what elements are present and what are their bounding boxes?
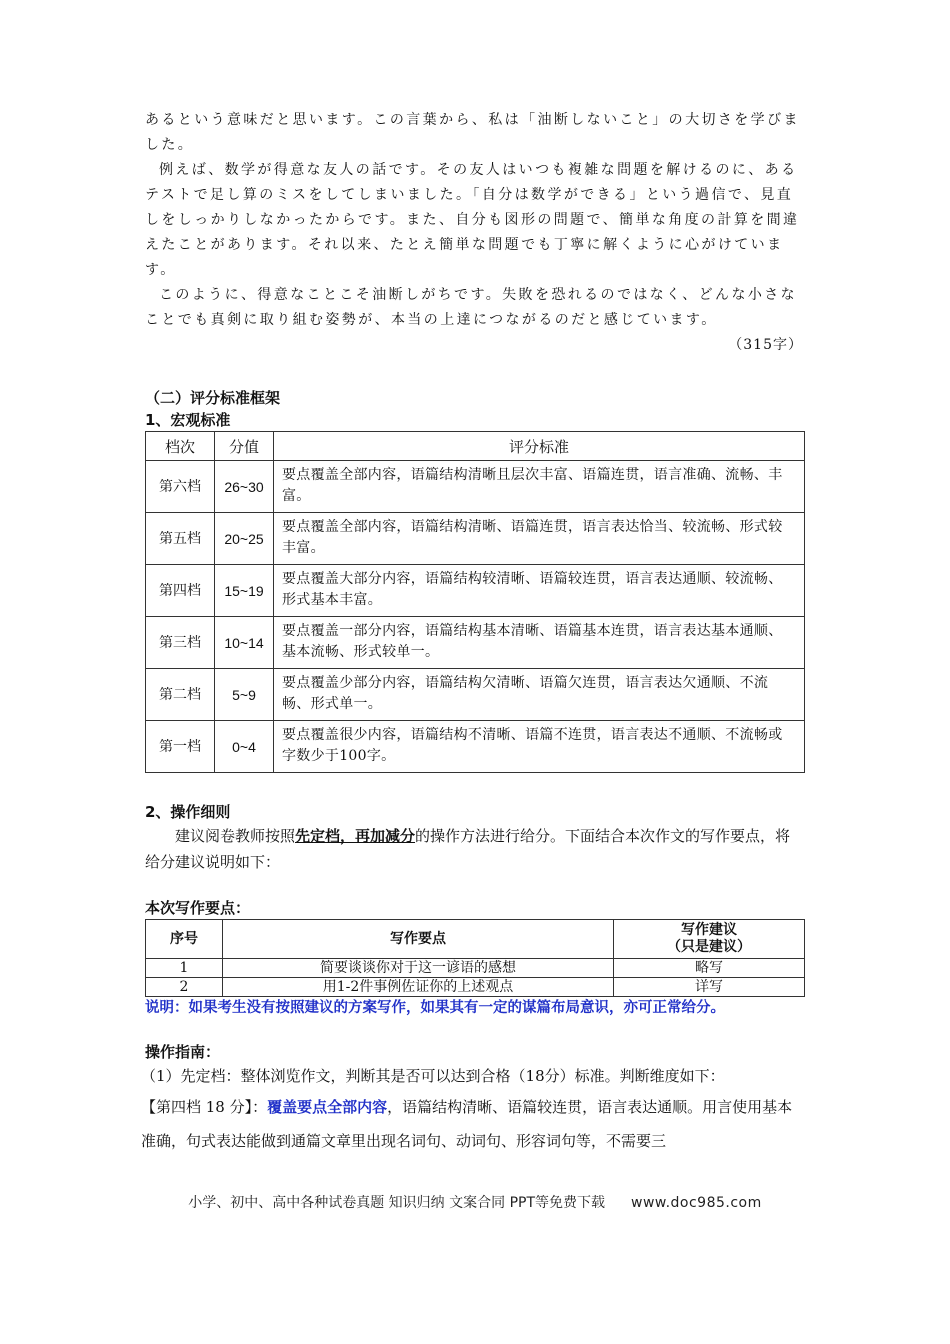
guide-grade-paragraph: [141, 1090, 805, 1158]
level-cell: 第四档: [146, 565, 215, 617]
point-no: 2: [146, 978, 223, 997]
level-cell: 第三档: [146, 617, 215, 669]
score-cell: 5~9: [215, 669, 274, 721]
writing-points-header: [146, 920, 805, 959]
level-cell: 第五档: [146, 513, 215, 565]
table-row: [146, 721, 805, 773]
operation-text-before: 建议阅卷教师按照: [175, 827, 296, 845]
point-text: 简要谈谈你对于这一谚语的感想: [223, 959, 614, 978]
point-advice: 详写: [614, 978, 805, 997]
operation-text-after: 的操作方法进行给分。下面结合本次作文的写作要点，将给分建议说明如下：: [145, 827, 791, 871]
grading-table-header: [146, 432, 805, 461]
section-title: （二）评分标准框架: [145, 389, 281, 407]
essay-paragraph-1: あるという意味だと思います。この言葉から、私は「油断しないこと」の大切さを学びました。: [145, 112, 800, 153]
grade-label: 【第四档 18 分】: [141, 1098, 253, 1116]
score-cell: 0~4: [215, 721, 274, 773]
criteria-cell: 要点覆盖大部分内容，语篇结构较清晰、语篇较连贯，语言表达通顺、较流畅、形式基本丰富。: [274, 565, 805, 617]
writing-points-table: [145, 919, 805, 997]
table-row: [146, 617, 805, 669]
score-cell: 26~30: [215, 461, 274, 513]
table-row: [146, 565, 805, 617]
header-score: 分值: [215, 432, 274, 461]
char-count: （315字）: [728, 337, 803, 353]
criteria-cell: 要点覆盖少部分内容，语篇结构欠清晰、语篇欠连贯，语言表达欠通顺、不流畅、形式单一。: [274, 669, 805, 721]
guide-step-1: （1）先定档：整体浏览作文，判断其是否可以达到合格（18分）标准。判断维度如下：: [141, 1067, 725, 1085]
writing-points-title: 本次写作要点：: [145, 899, 251, 917]
essay-paragraph-3: このように、得意なことこそ油断しがちです。失敗を恐れるのではなく、どんな小さなことでも真剣に取り組む姿勢が、本当の上達につながるのだと感じています。: [145, 287, 798, 328]
point-text: 用1-2件事例佐证你的上述观点: [223, 978, 614, 997]
header-advice-main: 写作建议: [681, 922, 737, 938]
table-row: [146, 513, 805, 565]
grade-rest: ，语篇结构清晰、语篇较连贯，语言表达通顺。用言使用基本准确，句式表达能做到通篇文章里出现名词句、动词句、形容词句等，不需要三: [141, 1098, 793, 1150]
level-cell: 第二档: [146, 669, 215, 721]
grade-highlight: 覆盖要点全部内容: [267, 1098, 388, 1116]
table-row: [146, 669, 805, 721]
criteria-cell: 要点覆盖很少内容，语篇结构不清晰、语篇不连贯，语言表达不通顺、不流畅或字数少于100字。: [274, 721, 805, 773]
table-row: [146, 978, 805, 997]
scoring-note: 说明：如果考生没有按照建议的方案写作，如果其有一定的谋篇布局意识，亦可正常给分。: [145, 1000, 725, 1016]
level-cell: 第六档: [146, 461, 215, 513]
macro-standard-title: 1、宏观标准: [145, 411, 231, 429]
score-cell: 10~14: [215, 617, 274, 669]
guide-title: 操作指南：: [145, 1043, 221, 1061]
point-advice: 略写: [614, 959, 805, 978]
criteria-cell: 要点覆盖全部内容，语篇结构清晰、语篇连贯，语言表达恰当、较流畅、形式较丰富。: [274, 513, 805, 565]
table-row: [146, 959, 805, 978]
operation-title: 2、操作细则: [145, 803, 231, 821]
essay-paragraph-2: 例えば、数学が得意な友人の話です。その友人はいつも複雑な問題を解けるのに、あるテストで足し算のミスをしてしまいました。「自分は数学ができる」という過信で、見直しをしっかりしなかったからです。また、自分も図形の問題で、簡単な角度の計算を間違えたことがあります。それ以来、たとえ簡単な問題でも丁寧に解くように心がけています。: [145, 162, 800, 278]
essay-text: [145, 108, 805, 333]
header-criteria: 评分标准: [274, 432, 805, 461]
header-advice: [614, 920, 805, 959]
point-no: 1: [146, 959, 223, 978]
document-page: [141, 108, 805, 1158]
footer-site: www.doc985.com: [631, 1195, 762, 1211]
header-no: 序号: [146, 920, 223, 959]
header-advice-sub: （只是建议）: [667, 939, 751, 955]
score-cell: 20~25: [215, 513, 274, 565]
score-cell: 15~19: [215, 565, 274, 617]
operation-emphasis: 先定档，再加减分: [295, 827, 416, 845]
level-cell: 第一档: [146, 721, 215, 773]
grading-table: [145, 431, 805, 773]
header-level: 档次: [146, 432, 215, 461]
operation-paragraph: [145, 823, 805, 875]
footer-text: 小学、初中、高中各种试卷真题 知识归纳 文案合同 PPT等免费下载: [188, 1195, 606, 1211]
criteria-cell: 要点覆盖全部内容，语篇结构清晰且层次丰富、语篇连贯，语言准确、流畅、丰富。: [274, 461, 805, 513]
criteria-cell: 要点覆盖一部分内容，语篇结构基本清晰、语篇基本连贯，语言表达基本通顺、基本流畅、形式较单一。: [274, 617, 805, 669]
table-row: [146, 461, 805, 513]
page-footer: [0, 1192, 950, 1212]
header-point: 写作要点: [223, 920, 614, 959]
grade-colon: ：: [252, 1098, 268, 1116]
